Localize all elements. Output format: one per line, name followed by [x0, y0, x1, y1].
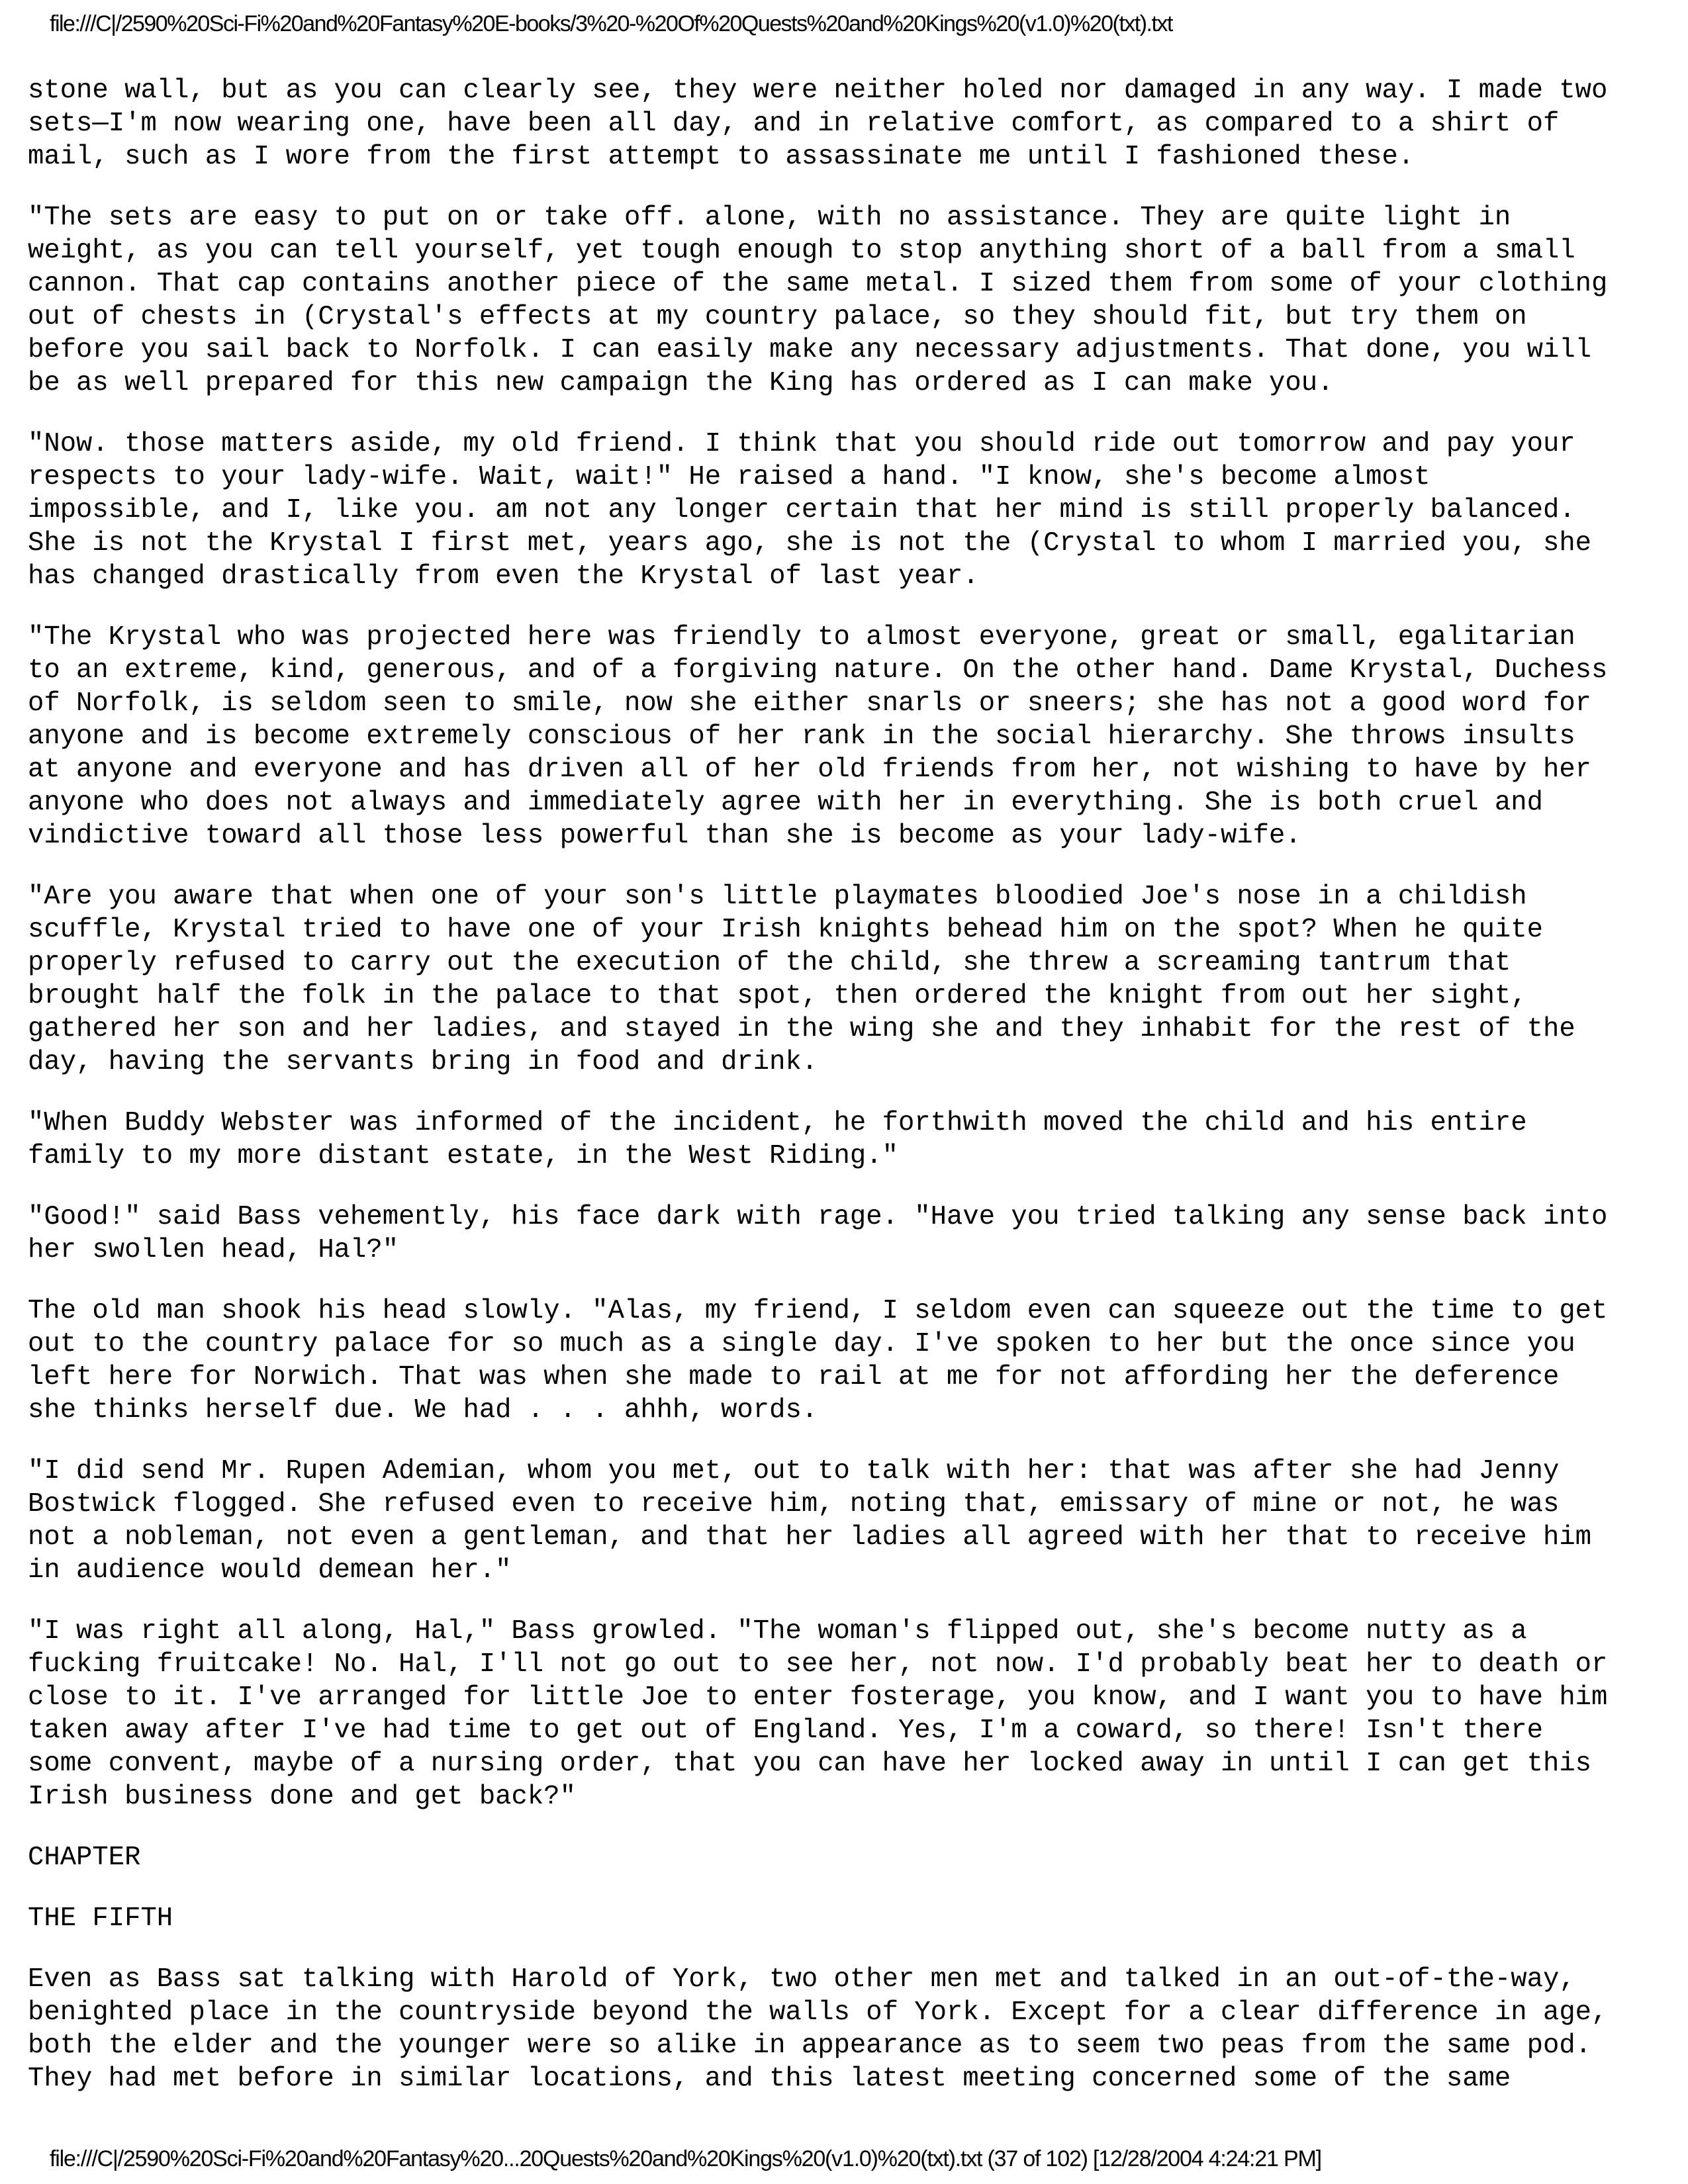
paragraph-1: stone wall, but as you can clearly see, they were neither holed nor damaged in any way. I made two sets—I'm now wearing one, have been all day, and in relative comfort, as compared to a shirt of mail, such as I wore from the first attempt to assassinate me until I fashioned these.: [28, 75, 1608, 172]
paragraph-2: "The sets are easy to put on or take off. alone, with no assistance. They are quite light in weight, as you can tell yourself, yet tough enough to stop anything short of a ball from a small cannon. That cap contains another piece of the same metal. I sized them from some of your clothing out of chests in (Crystal's effects at my country palace, so they should fit, but try them on before you sail back to Norfolk. I can easily make any necessary adjustments. That done, you will be as well prepared for this new campaign the King has ordered as I can make you.: [28, 203, 1608, 398]
file-path-header: file:///C|/2590%20Sci-Fi%20and%20Fantasy%20E-books/3%20-%20Of%20Quests%20and%20Kings%20(v1.0)%20(txt).txt: [50, 11, 1172, 36]
document-body: [28, 74, 1663, 2123]
paragraph-6: "When Buddy Webster was informed of the incident, he forthwith moved the child and his entire family to my more distant estate, in the West Riding.": [28, 1108, 1527, 1171]
paragraph-3: "Now. those matters aside, my old friend. I think that you should ride out tomorrow and pay your respects to your lady-wife. Wait, wait!" He raised a hand. "I know, she's become almost impossible, and I, like you. am not any longer certain that her mind is still properly balanced. She is not the Krystal I first met, years ago, she is not the (Crystal to whom I married you, she has changed drastically from even the Krystal of last year.: [28, 429, 1592, 592]
chapter-label: CHAPTER: [28, 1843, 141, 1873]
paragraph-9: "I did send Mr. Rupen Ademian, whom you met, out to talk with her: that was after she had Jenny Bostwick flogged. She refused even to receive him, noting that, emissary of mine or not, he was not a nobleman, not even a gentleman, and that her ladies all agreed with her that to receive him in audience would demean her.": [28, 1456, 1592, 1586]
paragraph-4: "The Krystal who was projected here was friendly to almost everyone, great or small, egalitarian to an extreme, kind, generous, and of a forgiving nature. On the other hand. Dame Krystal, Duchess of Norfolk, is seldom seen to smile, now she either snarls or sneers; she has not a good word for anyone and is become extremely conscious of her rank in the social hierarchy. She throws insults at anyone and everyone and has driven all of her old friends from her, not wishing to have by her anyone who does not always and immediately agree with her in everything. She is both cruel and vindictive toward all those less powerful than she is become as your lady-wife.: [28, 622, 1608, 851]
paragraph-10: "I was right all along, Hal," Bass growled. "The woman's flipped out, she's become nutty as a fucking fruitcake! No. Hal, I'll not go out to see her, not now. I'd probably beat her to death or close to it. I've arranged for little Joe to enter fosterage, you know, and I want you to have him taken away after I've had time to get out of England. Yes, I'm a coward, so there! Isn't there some convent, maybe of a nursing order, that you can have her locked away in until I can get this Irish business done and get back?": [28, 1616, 1608, 1812]
paragraph-11: Even as Bass sat talking with Harold of York, two other men met and talked in an out-of-the-way, benighted place in the countryside beyond the walls of York. Except for a clear difference in age, both the elder and the younger were so alike in appearance as to seem two peas from the same pod. They had met before in similar locations, and this latest meeting concerned some of the same: [28, 1964, 1608, 2094]
paragraph-8: The old man shook his head slowly. "Alas, my friend, I seldom even can squeeze out the time to get out to the country palace for so much as a single day. I've spoken to her but the once since you left here for Norwich. That was when she made to rail at me for not affording her the deference she thinks herself due. We had . . . ahhh, words.: [28, 1296, 1608, 1426]
file-path-footer: file:///C|/2590%20Sci-Fi%20and%20Fantasy%20...20Quests%20and%20Kings%20(v1.0)%20(txt).txt (37 of 102) [12/28/2004 4:24:21 PM]: [50, 2146, 1321, 2171]
chapter-title: THE FIFTH: [28, 1903, 173, 1934]
paragraph-5: "Are you aware that when one of your son's little playmates bloodied Joe's nose in a childish scuffle, Krystal tried to have one of your Irish knights behead him on the spot? When he quite properly refused to carry out the execution of the child, she threw a screaming tantrum that brought half the folk in the palace to that spot, then ordered the knight from out her sight, gathered her son and her ladies, and stayed in the wing she and they inhabit for the rest of the day, having the servants bring in food and drink.: [28, 882, 1575, 1077]
paragraph-7: "Good!" said Bass vehemently, his face dark with rage. "Have you tried talking any sense back into her swollen head, Hal?": [28, 1202, 1608, 1265]
